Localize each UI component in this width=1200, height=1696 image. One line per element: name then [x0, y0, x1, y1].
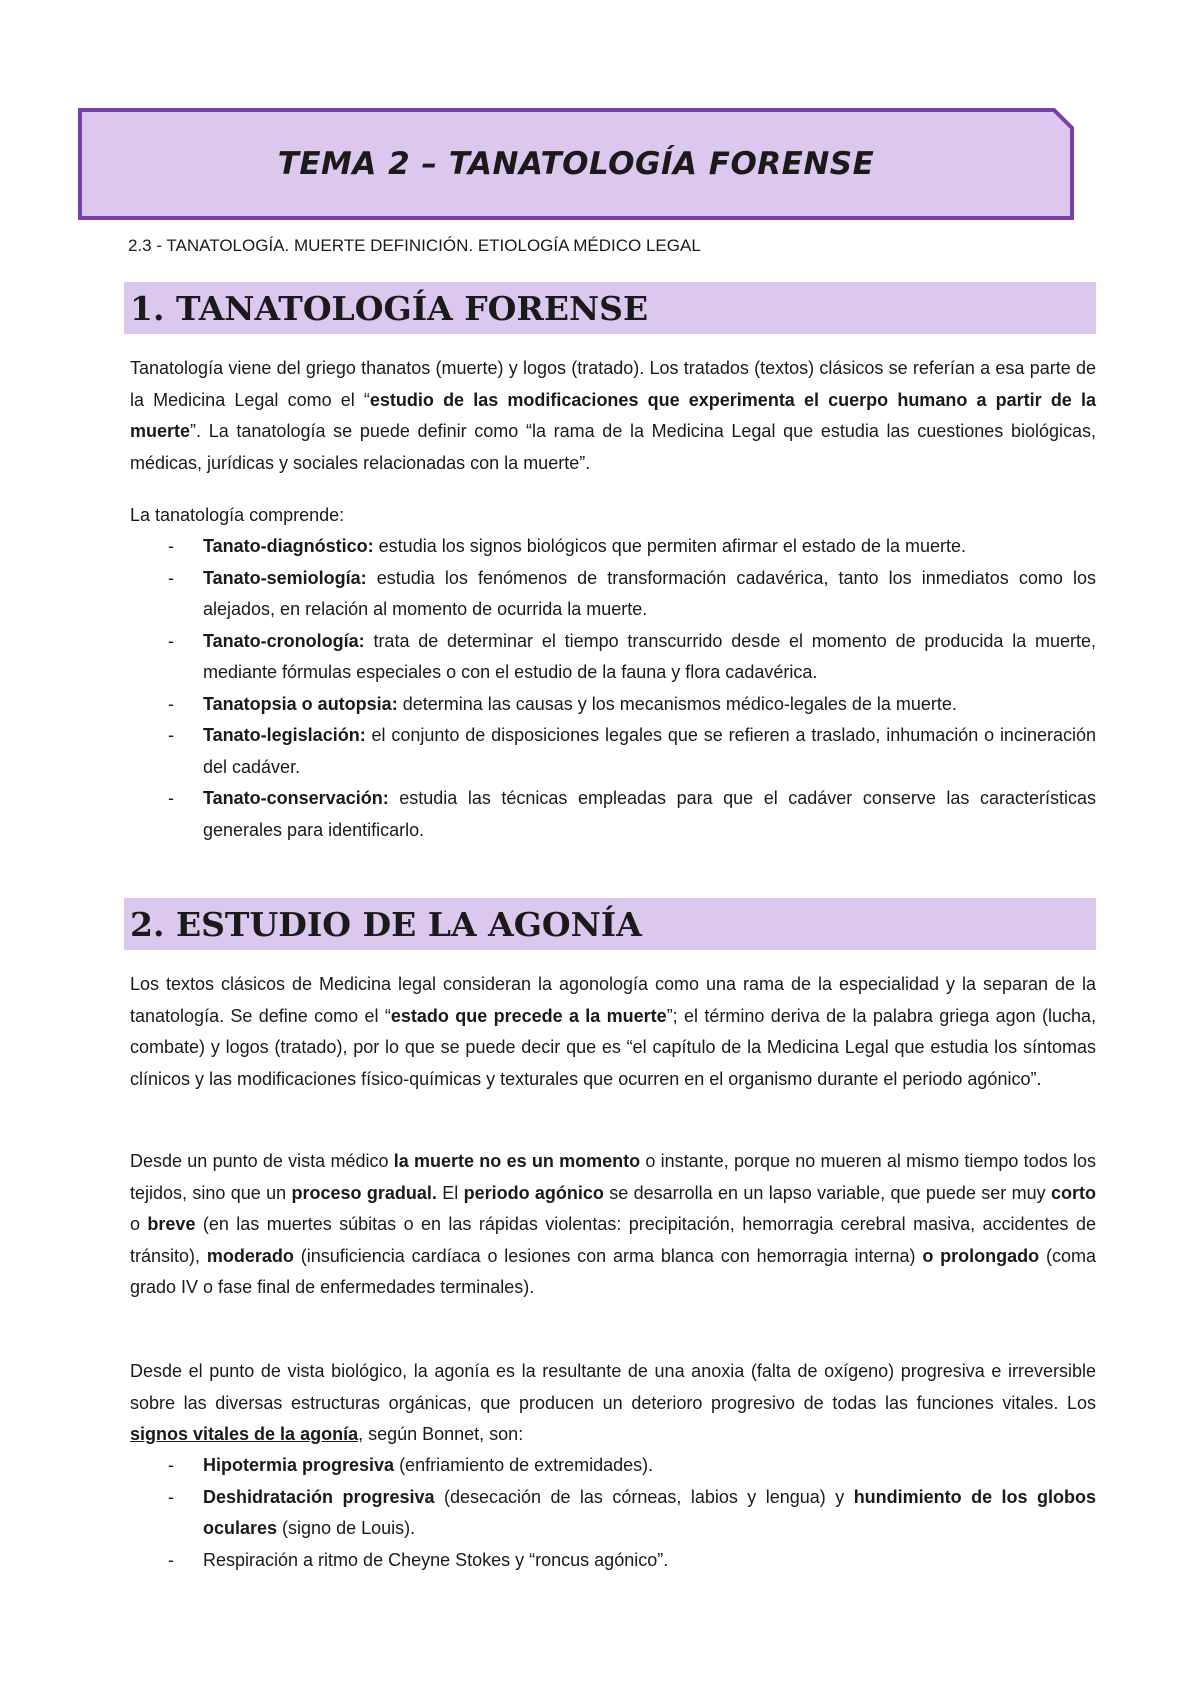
list-term: hundimiento de los globos oculares	[203, 1486, 1096, 1538]
text-run: Los textos clásicos de Medicina legal consideran la agonología como una rama de la especialidad y la separan de la tanatología. Se define como el “	[130, 974, 1096, 1026]
list-term: Tanato-legislación:	[203, 725, 366, 745]
list-term: Tanato-semiología:	[203, 567, 367, 588]
list-item	[130, 563, 1096, 626]
text-run: ”. La tanatología se puede definir como “la rama de la Medicina Legal que estudia las cuestiones biológicas, médicas, jurídicas y sociales relacionadas con la muerte”.	[130, 421, 1096, 473]
list-dash: -	[168, 1549, 174, 1570]
list-dash: -	[168, 693, 174, 714]
section-1-intro: La tanatología comprende:	[130, 505, 345, 525]
list-dash: -	[168, 725, 174, 745]
list-item	[130, 1450, 1096, 1482]
list-text: determina las causas y los mecanismos médico-legales de la muerte.	[397, 693, 957, 714]
list-item	[130, 626, 1096, 689]
list-dash: -	[168, 788, 174, 808]
bold-run: o prolongado	[922, 1245, 1040, 1266]
list-dash: -	[168, 630, 174, 651]
list-item	[130, 689, 1096, 721]
list-text: estudia los signos biológicos que permiten afirmar el estado de la muerte.	[373, 536, 966, 556]
bold-run: estado que precede a la muerte	[390, 1005, 667, 1026]
signos-vitales-list	[130, 1450, 1096, 1576]
list-text: Respiración a ritmo de Cheyne Stokes y “roncus agónico”.	[203, 1549, 669, 1570]
list-term: Deshidratación progresiva	[203, 1486, 435, 1507]
bold-run: la muerte no es un momento	[393, 1151, 641, 1171]
list-dash: -	[168, 1486, 174, 1507]
list-item	[130, 1545, 1096, 1577]
text-run: se desarrolla en un lapso variable, que puede ser muy	[603, 1182, 1051, 1203]
text-run: (insuficiencia cardíaca o lesiones con arma blanca con hemorragia interna)	[293, 1245, 923, 1266]
list-term: Tanatopsia o autopsia:	[203, 693, 398, 714]
bold-run: proceso gradual.	[291, 1182, 437, 1203]
section-2-heading-text: 2. ESTUDIO DE LA AGONÍA	[130, 904, 642, 944]
text-run: ”; el término deriva de la palabra griega agon (lucha, combate) y logos (tratado), por lo que se puede decir que es “el capítulo de la Medicina Legal que estudia los síntomas clínicos y las modificaciones físico-químicas y texturales que ocurren en el organismo durante el periodo agónico”.	[130, 1005, 1096, 1089]
list-text: estudia los fenómenos de transformación cadavérica, tanto los inmediatos como los alejados, en relación al momento de ocurrida la muerte.	[203, 567, 1096, 619]
text-run: Desde un punto de vista médico	[130, 1151, 394, 1171]
section-1-heading-text: 1. TANATOLOGÍA FORENSE	[130, 288, 649, 328]
section-2-paragraph-1	[130, 969, 1096, 1095]
list-item	[130, 1482, 1096, 1545]
text-run: (en las muertes súbitas o en las rápidas violentas: precipitación, hemorragia cerebral masiva, accidentes de tránsito),	[130, 1214, 1096, 1266]
section-1-heading	[124, 282, 1096, 334]
list-item	[130, 531, 1096, 563]
text-run: (coma grado IV o fase final de enfermedades terminales).	[130, 1245, 1096, 1297]
section-2-heading	[124, 898, 1096, 950]
list-term: Hipotermia progresiva	[203, 1455, 395, 1475]
list-text: (desecación de las córneas, labios y lengua) y	[434, 1486, 854, 1507]
text-run: Desde el punto de vista biológico, la agonía es la resultante de una anoxia (falta de oxígeno) progresiva e irreversible sobre las diversas estructuras orgánicas, que producen un deterioro progresivo de todas las funciones vitales. Los	[130, 1361, 1096, 1413]
bold-run: moderado	[206, 1245, 294, 1266]
list-text: el conjunto de disposiciones legales que se refieren a traslado, inhumación o incineración del cadáver.	[203, 725, 1096, 777]
text-run: , según Bonnet, son:	[358, 1424, 524, 1444]
list-text: estudia las técnicas empleadas para que el cadáver conserve las características generales para identificarlo.	[203, 788, 1096, 840]
text-run: El	[436, 1182, 464, 1203]
text-run: Tanatología viene del griego thanatos (muerte) y logos (tratado). Los tratados (textos) clásicos se referían a esa parte de la Medicina Legal como el “	[130, 358, 1096, 410]
page-title: TEMA 2 – TANATOLOGÍA FORENSE	[277, 146, 875, 182]
bold-run: estudio de las modificaciones que experimenta el cuerpo humano a partir de la muerte	[130, 389, 1096, 441]
list-dash: -	[168, 536, 174, 556]
text-run: o	[130, 1214, 148, 1234]
list-text: (enfriamiento de extremidades).	[394, 1455, 654, 1475]
bold-run: corto	[1050, 1182, 1096, 1203]
bold-run: breve	[147, 1214, 196, 1234]
title-box	[78, 108, 1074, 220]
list-item	[130, 720, 1096, 783]
list-dash: -	[168, 1455, 174, 1475]
list-dash: -	[168, 567, 174, 588]
list-text: trata de determinar el tiempo transcurrido desde el momento de producida la muerte, mediante fórmulas especiales o con el estudio de la fauna y flora cadavérica.	[203, 630, 1096, 682]
section-2-paragraph-2	[130, 1146, 1096, 1304]
list-term: Tanato-diagnóstico:	[203, 536, 374, 556]
bold-run: periodo agónico	[463, 1182, 604, 1203]
list-item	[130, 783, 1096, 846]
section-1-paragraph	[130, 353, 1096, 479]
section-2-paragraph-3	[130, 1356, 1096, 1451]
text-run: o instante, porque no mueren al mismo tiempo todos los tejidos, sino que un	[130, 1151, 1096, 1203]
list-term: Tanato-conservación:	[203, 788, 389, 808]
document-subtitle: 2.3 - TANATOLOGÍA. MUERTE DEFINICIÓN. ETIOLOGÍA MÉDICO LEGAL	[128, 236, 701, 255]
underlined-run: signos vitales de la agonía	[130, 1424, 359, 1444]
list-term: Tanato-cronología:	[203, 630, 365, 651]
list-text: (signo de Louis).	[277, 1518, 416, 1538]
tanatologia-list	[130, 531, 1096, 846]
